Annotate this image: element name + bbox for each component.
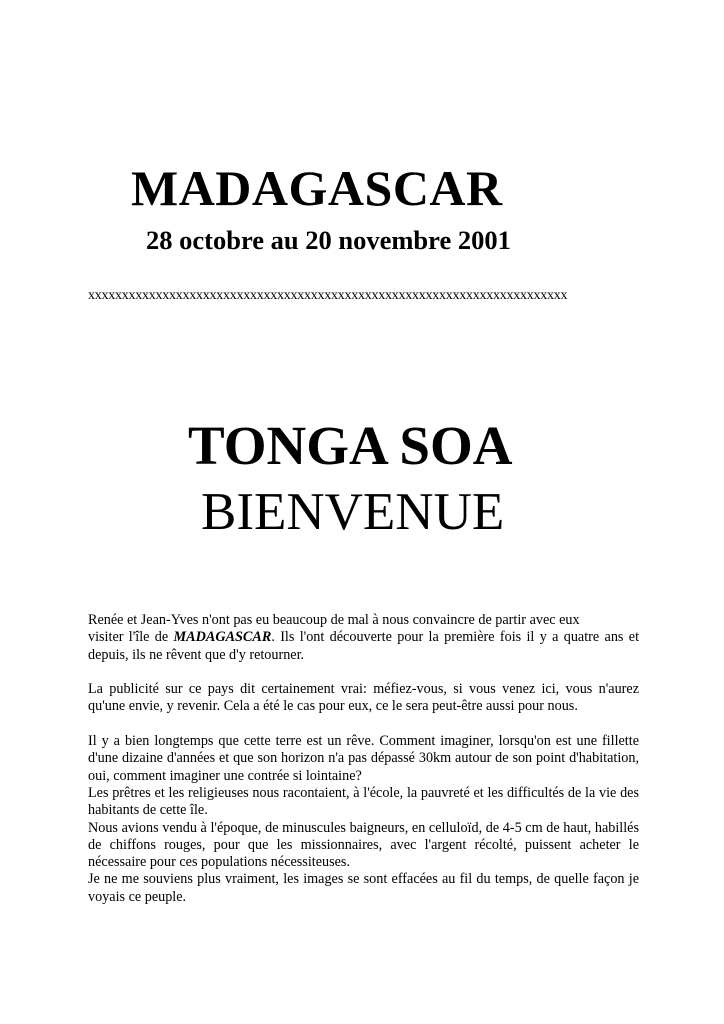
greeting-malagasy: TONGA SOA [188, 415, 513, 476]
paragraph-priests: Les prêtres et les religieuses nous racontaient, à l'école, la pauvreté et les difficultés de la vie des habitants de cette île. [88, 784, 639, 819]
paragraph-intro-line1: Renée et Jean-Yves n'ont pas eu beaucoup de mal à nous convaincre de partir avec eux [88, 612, 580, 628]
paragraph-intro-text: visiter l'île de [88, 629, 174, 646]
body-text [88, 612, 639, 906]
separator-line: xxxxxxxxxxxxxxxxxxxxxxxxxxxxxxxxxxxxxxxxxxxxxxxxxxxxxxxxxxxxxxxxxxxxxxx [88, 288, 568, 303]
paragraph-dream: Il y a bien longtemps que cette terre est un rêve. Comment imaginer, lorsqu'on est une fillette d'une dizaine d'années et que son horizon n'a pas dépassé 30km autour de son point d'habitation, oui, comment imaginer une contrée si lointaine? [88, 733, 639, 784]
paragraph-intro-rest [88, 629, 639, 664]
paragraph-gap [88, 664, 639, 681]
paragraph-gap [88, 716, 639, 733]
document-title: MADAGASCAR [131, 160, 503, 216]
emphasis-madagascar: MADAGASCAR [173, 629, 272, 646]
paragraph-advertising: La publicité sur ce pays dit certainement vrai: méfiez-vous, si vous venez ici, vous n'aurez qu'une envie, y revenir. Cela a été le cas pour eux, ce le sera peut-être aussi pour nous. [88, 681, 639, 715]
paragraph-intro-text-end: . Ils l'ont découverte pour la première fois il y a quatre ans et depuis, ils ne rêvent que d'y retourner. [88, 629, 640, 663]
paragraph-memory: Je ne me souviens plus vraiment, les images se sont effacées au fil du temps, de quelle façon je voyais ce peuple. [88, 871, 639, 905]
paragraph-dolls: Nous avions vendu à l'époque, de minuscules baigneurs, en celluloïd, de 4-5 cm de haut, habillés de chiffons rouges, pour que les missionnaires, avec l'argent récolté, puissent acheter le nécessaire pour ces populations nécessiteuses. [88, 819, 639, 871]
trip-dates: 28 octobre au 20 novembre 2001 [146, 225, 511, 255]
greeting-french: BIENVENUE [201, 483, 505, 541]
